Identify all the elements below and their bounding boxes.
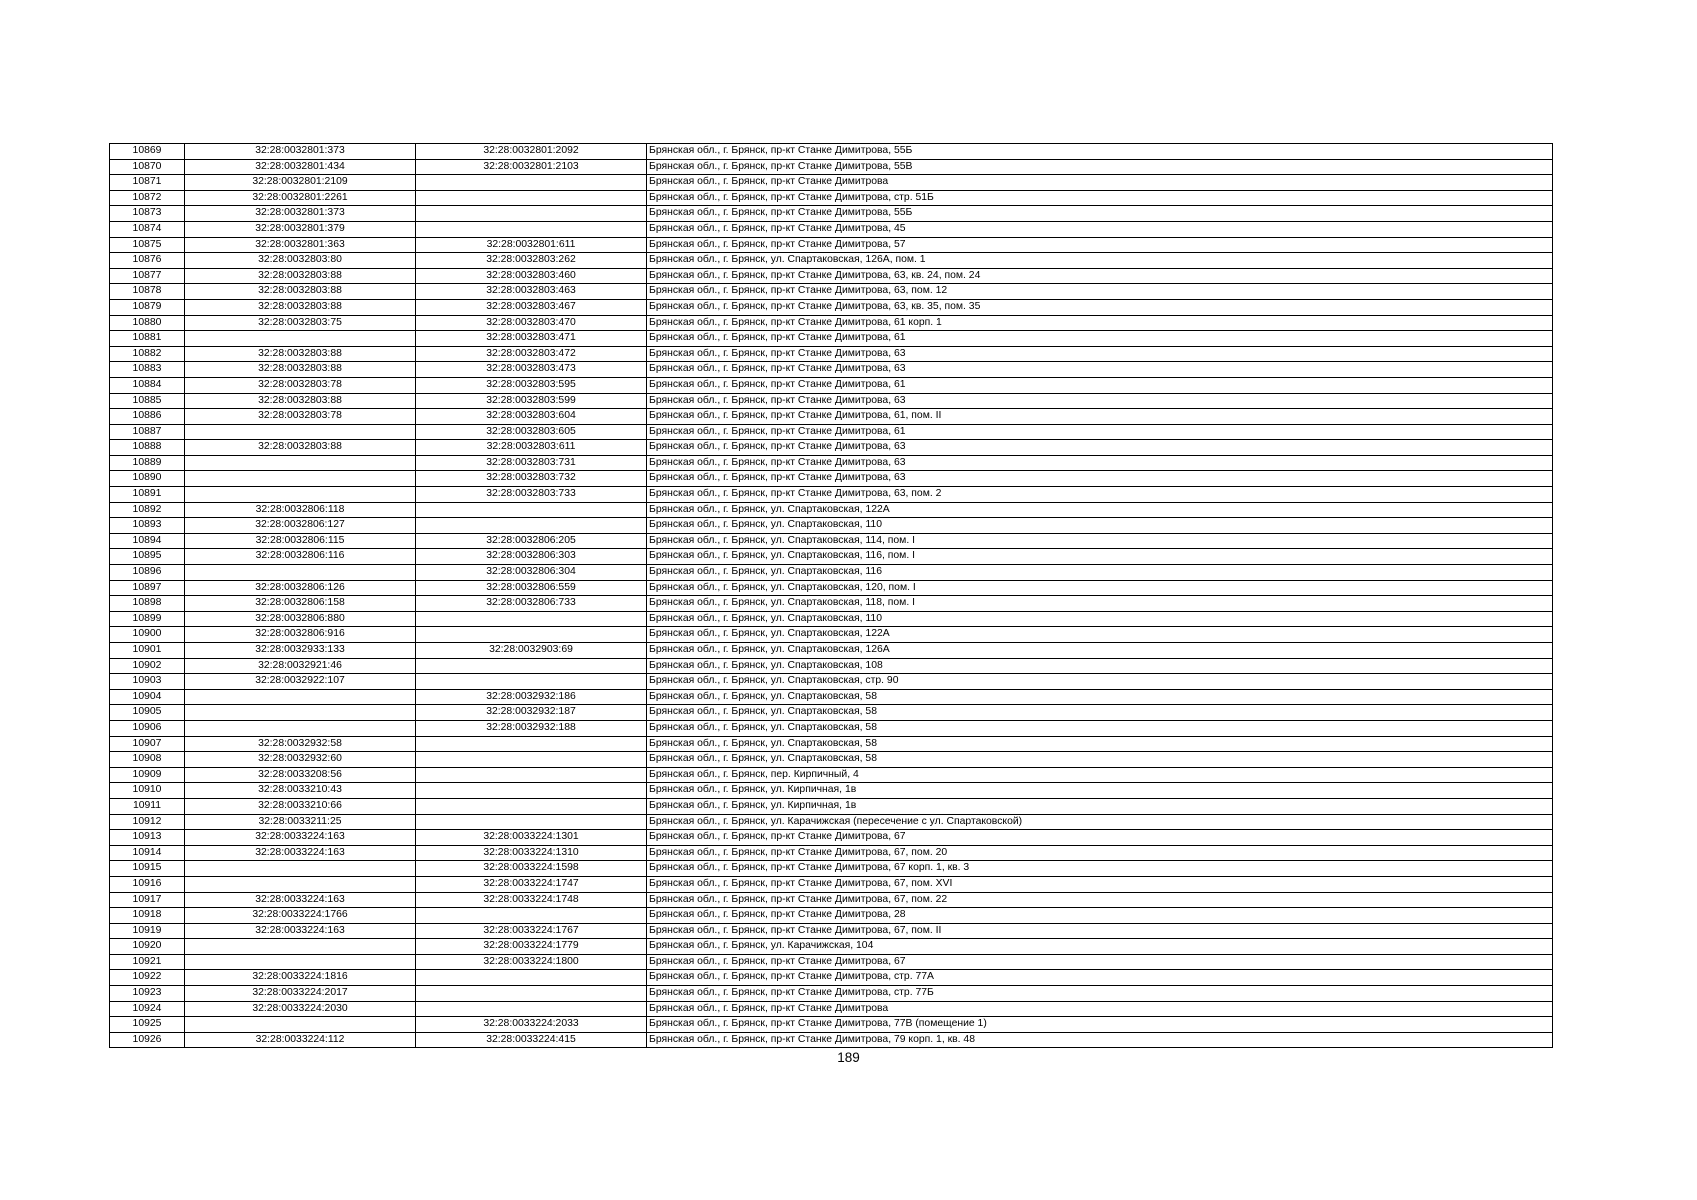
row-number-cell: 10913 [110,830,185,846]
row-number-cell: 10896 [110,565,185,581]
address-cell: Брянская обл., г. Брянск, пр-кт Станке Димитрова, 61 [647,424,1553,440]
address-cell: Брянская обл., г. Брянск, ул. Кирпичная, 1в [647,783,1553,799]
land-cadastral-number-cell: 32:28:0032801:363 [185,237,416,253]
land-cadastral-number-cell: 32:28:0032801:373 [185,144,416,160]
row-number-cell: 10910 [110,783,185,799]
table-row [110,502,1553,518]
object-cadastral-number-cell: 32:28:0032932:187 [416,705,647,721]
object-cadastral-number-cell: 32:28:0032803:472 [416,346,647,362]
table-row [110,892,1553,908]
address-cell: Брянская обл., г. Брянск, пр-кт Станке Димитрова, 63, кв. 35, пом. 35 [647,299,1553,315]
row-number-cell: 10895 [110,549,185,565]
row-number-cell: 10881 [110,331,185,347]
object-cadastral-number-cell [416,518,647,534]
object-cadastral-number-cell: 32:28:0032801:2092 [416,144,647,160]
object-cadastral-number-cell [416,736,647,752]
row-number-cell: 10870 [110,159,185,175]
table-row [110,643,1553,659]
row-number-cell: 10885 [110,393,185,409]
land-cadastral-number-cell [185,705,416,721]
land-cadastral-number-cell: 32:28:0032801:434 [185,159,416,175]
table-row [110,440,1553,456]
table-row [110,409,1553,425]
table-row [110,331,1553,347]
address-cell: Брянская обл., г. Брянск, пр-кт Станке Димитрова, 55Б [647,144,1553,160]
object-cadastral-number-cell [416,814,647,830]
table-row [110,284,1553,300]
row-number-cell: 10897 [110,580,185,596]
row-number-cell: 10886 [110,409,185,425]
object-cadastral-number-cell: 32:28:0033224:1779 [416,939,647,955]
row-number-cell: 10916 [110,876,185,892]
land-cadastral-number-cell: 32:28:0033208:56 [185,767,416,783]
table-row [110,689,1553,705]
row-number-cell: 10921 [110,954,185,970]
land-cadastral-number-cell: 32:28:0032806:158 [185,596,416,612]
table-row [110,923,1553,939]
row-number-cell: 10915 [110,861,185,877]
address-cell: Брянская обл., г. Брянск, пр-кт Станке Димитрова, 67, пом. XVI [647,876,1553,892]
address-cell: Брянская обл., г. Брянск, пр-кт Станке Димитрова, 63, пом. 12 [647,284,1553,300]
table-row [110,268,1553,284]
address-cell: Брянская обл., г. Брянск, пр-кт Станке Димитрова, 61 [647,377,1553,393]
row-number-cell: 10914 [110,845,185,861]
table-row [110,845,1553,861]
address-cell: Брянская обл., г. Брянск, ул. Спартаковская, 120, пом. I [647,580,1553,596]
row-number-cell: 10917 [110,892,185,908]
address-cell: Брянская обл., г. Брянск, ул. Спартаковская, 114, пом. I [647,533,1553,549]
object-cadastral-number-cell: 32:28:0032803:731 [416,455,647,471]
row-number-cell: 10872 [110,190,185,206]
address-cell: Брянская обл., г. Брянск, ул. Спартаковская, стр. 90 [647,674,1553,690]
table-row [110,720,1553,736]
address-cell: Брянская обл., г. Брянск, пр-кт Станке Димитрова, 63 [647,393,1553,409]
land-cadastral-number-cell [185,471,416,487]
object-cadastral-number-cell: 32:28:0033224:1747 [416,876,647,892]
address-cell: Брянская обл., г. Брянск, ул. Спартаковская, 122А [647,627,1553,643]
object-cadastral-number-cell: 32:28:0033224:2033 [416,1017,647,1033]
object-cadastral-number-cell: 32:28:0032806:733 [416,596,647,612]
row-number-cell: 10919 [110,923,185,939]
land-cadastral-number-cell [185,487,416,503]
table-row [110,159,1553,175]
row-number-cell: 10873 [110,206,185,222]
row-number-cell: 10888 [110,440,185,456]
row-number-cell: 10909 [110,767,185,783]
row-number-cell: 10876 [110,253,185,269]
row-number-cell: 10878 [110,284,185,300]
table-row [110,206,1553,222]
object-cadastral-number-cell [416,783,647,799]
table-body [110,144,1553,1048]
address-cell: Брянская обл., г. Брянск, ул. Карачижская, 104 [647,939,1553,955]
land-cadastral-number-cell: 32:28:0033211:25 [185,814,416,830]
land-cadastral-number-cell: 32:28:0032803:88 [185,299,416,315]
object-cadastral-number-cell [416,970,647,986]
land-cadastral-number-cell: 32:28:0032801:2261 [185,190,416,206]
land-cadastral-number-cell [185,455,416,471]
table-row [110,814,1553,830]
address-cell: Брянская обл., г. Брянск, ул. Спартаковская, 118, пом. I [647,596,1553,612]
row-number-cell: 10907 [110,736,185,752]
row-number-cell: 10923 [110,986,185,1002]
address-cell: Брянская обл., г. Брянск, пр-кт Станке Димитрова [647,1001,1553,1017]
table-row [110,611,1553,627]
land-cadastral-number-cell: 32:28:0033224:163 [185,845,416,861]
table-row [110,767,1553,783]
address-cell: Брянская обл., г. Брянск, пр-кт Станке Димитрова, 63 [647,362,1553,378]
object-cadastral-number-cell: 32:28:0032803:471 [416,331,647,347]
object-cadastral-number-cell: 32:28:0032803:604 [416,409,647,425]
table-row [110,533,1553,549]
address-cell: Брянская обл., г. Брянск, пр-кт Станке Димитрова, 63 [647,440,1553,456]
table-row [110,362,1553,378]
land-cadastral-number-cell: 32:28:0032803:78 [185,409,416,425]
land-cadastral-number-cell [185,689,416,705]
table-row [110,346,1553,362]
object-cadastral-number-cell [416,221,647,237]
table-row [110,674,1553,690]
address-cell: Брянская обл., г. Брянск, пр-кт Станке Димитрова, 57 [647,237,1553,253]
address-cell: Брянская обл., г. Брянск, ул. Спартаковская, 116, пом. I [647,549,1553,565]
land-cadastral-number-cell: 32:28:0032803:88 [185,284,416,300]
object-cadastral-number-cell: 32:28:0032932:186 [416,689,647,705]
land-cadastral-number-cell: 32:28:0032801:379 [185,221,416,237]
land-cadastral-number-cell: 32:28:0033210:66 [185,798,416,814]
table-row [110,1032,1553,1048]
address-cell: Брянская обл., г. Брянск, пр-кт Станке Димитрова, 63 [647,346,1553,362]
object-cadastral-number-cell: 32:28:0032803:611 [416,440,647,456]
row-number-cell: 10891 [110,487,185,503]
table-row [110,876,1553,892]
object-cadastral-number-cell: 32:28:0033224:1748 [416,892,647,908]
address-cell: Брянская обл., г. Брянск, ул. Спартаковская, 58 [647,752,1553,768]
table-row [110,190,1553,206]
land-cadastral-number-cell: 32:28:0032803:88 [185,346,416,362]
table-row [110,986,1553,1002]
table-row [110,424,1553,440]
row-number-cell: 10879 [110,299,185,315]
object-cadastral-number-cell: 32:28:0032803:599 [416,393,647,409]
table-row [110,253,1553,269]
row-number-cell: 10883 [110,362,185,378]
address-cell: Брянская обл., г. Брянск, пр-кт Станке Димитрова, 63, кв. 24, пом. 24 [647,268,1553,284]
address-cell: Брянская обл., г. Брянск, ул. Спартаковская, 110 [647,518,1553,534]
address-cell: Брянская обл., г. Брянск, ул. Спартаковская, 58 [647,736,1553,752]
address-cell: Брянская обл., г. Брянск, пр-кт Станке Димитрова, 61 [647,331,1553,347]
row-number-cell: 10869 [110,144,185,160]
land-cadastral-number-cell: 32:28:0032932:58 [185,736,416,752]
land-cadastral-number-cell: 32:28:0033224:112 [185,1032,416,1048]
row-number-cell: 10903 [110,674,185,690]
row-number-cell: 10882 [110,346,185,362]
table-row [110,596,1553,612]
land-cadastral-number-cell [185,954,416,970]
object-cadastral-number-cell [416,908,647,924]
object-cadastral-number-cell: 32:28:0032803:262 [416,253,647,269]
row-number-cell: 10911 [110,798,185,814]
object-cadastral-number-cell: 32:28:0032806:304 [416,565,647,581]
table-row [110,830,1553,846]
address-cell: Брянская обл., г. Брянск, ул. Спартаковская, 58 [647,720,1553,736]
table-row [110,658,1553,674]
table-row [110,580,1553,596]
address-cell: Брянская обл., г. Брянск, пр-кт Станке Димитрова, 67 [647,830,1553,846]
table-row [110,783,1553,799]
object-cadastral-number-cell: 32:28:0032803:460 [416,268,647,284]
land-cadastral-number-cell [185,876,416,892]
address-cell: Брянская обл., г. Брянск, пр-кт Станке Димитрова, 77В (помещение 1) [647,1017,1553,1033]
object-cadastral-number-cell: 32:28:0032806:303 [416,549,647,565]
land-cadastral-number-cell: 32:28:0032803:88 [185,440,416,456]
row-number-cell: 10871 [110,175,185,191]
object-cadastral-number-cell [416,798,647,814]
object-cadastral-number-cell [416,190,647,206]
land-cadastral-number-cell: 32:28:0032806:118 [185,502,416,518]
address-cell: Брянская обл., г. Брянск, ул. Карачижская (пересечение с ул. Спартаковской) [647,814,1553,830]
object-cadastral-number-cell: 32:28:0032803:467 [416,299,647,315]
land-cadastral-number-cell: 32:28:0032803:75 [185,315,416,331]
row-number-cell: 10918 [110,908,185,924]
land-cadastral-number-cell: 32:28:0033224:163 [185,923,416,939]
address-cell: Брянская обл., г. Брянск, пр-кт Станке Димитрова, 61, пом. II [647,409,1553,425]
land-cadastral-number-cell: 32:28:0032801:373 [185,206,416,222]
object-cadastral-number-cell: 32:28:0032803:463 [416,284,647,300]
land-cadastral-number-cell: 32:28:0032806:127 [185,518,416,534]
address-cell: Брянская обл., г. Брянск, ул. Спартаковская, 58 [647,705,1553,721]
row-number-cell: 10898 [110,596,185,612]
land-cadastral-number-cell: 32:28:0032806:916 [185,627,416,643]
object-cadastral-number-cell: 32:28:0032903:69 [416,643,647,659]
land-cadastral-number-cell [185,565,416,581]
table-row [110,487,1553,503]
row-number-cell: 10922 [110,970,185,986]
object-cadastral-number-cell [416,627,647,643]
table-row [110,175,1553,191]
object-cadastral-number-cell: 32:28:0032803:473 [416,362,647,378]
object-cadastral-number-cell: 32:28:0032803:470 [416,315,647,331]
object-cadastral-number-cell: 32:28:0033224:1800 [416,954,647,970]
land-cadastral-number-cell: 32:28:0032932:60 [185,752,416,768]
page-number: 189 [837,1050,860,1065]
table-row [110,237,1553,253]
address-cell: Брянская обл., г. Брянск, пр-кт Станке Димитрова, стр. 77Б [647,986,1553,1002]
address-cell: Брянская обл., г. Брянск, пр-кт Станке Димитрова, стр. 77А [647,970,1553,986]
row-number-cell: 10880 [110,315,185,331]
row-number-cell: 10889 [110,455,185,471]
object-cadastral-number-cell: 32:28:0033224:415 [416,1032,647,1048]
row-number-cell: 10884 [110,377,185,393]
land-cadastral-number-cell [185,720,416,736]
object-cadastral-number-cell [416,502,647,518]
table-row [110,705,1553,721]
row-number-cell: 10900 [110,627,185,643]
row-number-cell: 10901 [110,643,185,659]
object-cadastral-number-cell [416,206,647,222]
object-cadastral-number-cell [416,752,647,768]
row-number-cell: 10920 [110,939,185,955]
object-cadastral-number-cell: 32:28:0033224:1598 [416,861,647,877]
table-row [110,299,1553,315]
row-number-cell: 10894 [110,533,185,549]
address-cell: Брянская обл., г. Брянск, пр-кт Станке Димитрова, 63 [647,455,1553,471]
address-cell: Брянская обл., г. Брянск, ул. Спартаковская, 126А [647,643,1553,659]
table-row [110,549,1553,565]
address-cell: Брянская обл., г. Брянск, пр-кт Станке Димитрова, 67 [647,954,1553,970]
row-number-cell: 10890 [110,471,185,487]
table-row [110,518,1553,534]
row-number-cell: 10875 [110,237,185,253]
object-cadastral-number-cell: 32:28:0032803:605 [416,424,647,440]
land-cadastral-number-cell [185,424,416,440]
object-cadastral-number-cell: 32:28:0032803:732 [416,471,647,487]
land-cadastral-number-cell: 32:28:0033224:2017 [185,986,416,1002]
object-cadastral-number-cell: 32:28:0033224:1310 [416,845,647,861]
address-cell: Брянская обл., г. Брянск, пер. Кирпичный, 4 [647,767,1553,783]
object-cadastral-number-cell: 32:28:0032806:559 [416,580,647,596]
row-number-cell: 10874 [110,221,185,237]
object-cadastral-number-cell: 32:28:0033224:1301 [416,830,647,846]
address-cell: Брянская обл., г. Брянск, пр-кт Станке Димитрова, 61 корп. 1 [647,315,1553,331]
table-row [110,861,1553,877]
land-cadastral-number-cell: 32:28:0032806:880 [185,611,416,627]
land-cadastral-number-cell: 32:28:0032806:126 [185,580,416,596]
row-number-cell: 10905 [110,705,185,721]
registry-table [109,143,1553,1048]
row-number-cell: 10908 [110,752,185,768]
table-row [110,970,1553,986]
table-row [110,798,1553,814]
address-cell: Брянская обл., г. Брянск, пр-кт Станке Димитрова, 67, пом. II [647,923,1553,939]
table-row [110,455,1553,471]
object-cadastral-number-cell: 32:28:0032932:188 [416,720,647,736]
address-cell: Брянская обл., г. Брянск, пр-кт Станке Димитрова, 28 [647,908,1553,924]
land-cadastral-number-cell: 32:28:0032806:115 [185,533,416,549]
address-cell: Брянская обл., г. Брянск, ул. Спартаковская, 126А, пом. 1 [647,253,1553,269]
address-cell: Брянская обл., г. Брянск, пр-кт Станке Димитрова, 67, пом. 20 [647,845,1553,861]
table-row [110,954,1553,970]
object-cadastral-number-cell: 32:28:0032801:611 [416,237,647,253]
land-cadastral-number-cell: 32:28:0032922:107 [185,674,416,690]
land-cadastral-number-cell: 32:28:0032806:116 [185,549,416,565]
land-cadastral-number-cell: 32:28:0032921:46 [185,658,416,674]
land-cadastral-number-cell: 32:28:0033210:43 [185,783,416,799]
address-cell: Брянская обл., г. Брянск, ул. Спартаковская, 116 [647,565,1553,581]
address-cell: Брянская обл., г. Брянск, пр-кт Станке Димитрова, 67 корп. 1, кв. 3 [647,861,1553,877]
object-cadastral-number-cell [416,175,647,191]
land-cadastral-number-cell: 32:28:0032803:78 [185,377,416,393]
row-number-cell: 10893 [110,518,185,534]
row-number-cell: 10924 [110,1001,185,1017]
land-cadastral-number-cell [185,939,416,955]
object-cadastral-number-cell [416,611,647,627]
land-cadastral-number-cell: 32:28:0032803:88 [185,393,416,409]
land-cadastral-number-cell [185,861,416,877]
row-number-cell: 10877 [110,268,185,284]
table-row [110,908,1553,924]
land-cadastral-number-cell: 32:28:0033224:1816 [185,970,416,986]
land-cadastral-number-cell: 32:28:0032801:2109 [185,175,416,191]
row-number-cell: 10912 [110,814,185,830]
row-number-cell: 10904 [110,689,185,705]
land-cadastral-number-cell: 32:28:0033224:2030 [185,1001,416,1017]
table-row [110,752,1553,768]
object-cadastral-number-cell: 32:28:0032803:733 [416,487,647,503]
land-cadastral-number-cell: 32:28:0033224:163 [185,830,416,846]
object-cadastral-number-cell [416,658,647,674]
table-row [110,1001,1553,1017]
table-row [110,315,1553,331]
object-cadastral-number-cell: 32:28:0032803:595 [416,377,647,393]
address-cell: Брянская обл., г. Брянск, пр-кт Станке Димитрова, 79 корп. 1, кв. 48 [647,1032,1553,1048]
land-cadastral-number-cell [185,1017,416,1033]
address-cell: Брянская обл., г. Брянск, пр-кт Станке Димитрова, 45 [647,221,1553,237]
table-row [110,736,1553,752]
table-row [110,377,1553,393]
table-row [110,627,1553,643]
object-cadastral-number-cell: 32:28:0032806:205 [416,533,647,549]
address-cell: Брянская обл., г. Брянск, пр-кт Станке Димитрова, 63, пом. 2 [647,487,1553,503]
land-cadastral-number-cell: 32:28:0033224:163 [185,892,416,908]
address-cell: Брянская обл., г. Брянск, ул. Спартаковская, 58 [647,689,1553,705]
address-cell: Брянская обл., г. Брянск, ул. Спартаковская, 108 [647,658,1553,674]
table-row [110,221,1553,237]
object-cadastral-number-cell [416,1001,647,1017]
table-row [110,393,1553,409]
object-cadastral-number-cell [416,986,647,1002]
object-cadastral-number-cell [416,674,647,690]
address-cell: Брянская обл., г. Брянск, пр-кт Станке Димитрова, 67, пом. 22 [647,892,1553,908]
object-cadastral-number-cell: 32:28:0032801:2103 [416,159,647,175]
address-cell: Брянская обл., г. Брянск, пр-кт Станке Димитрова, стр. 51Б [647,190,1553,206]
object-cadastral-number-cell: 32:28:0033224:1767 [416,923,647,939]
row-number-cell: 10925 [110,1017,185,1033]
row-number-cell: 10902 [110,658,185,674]
address-cell: Брянская обл., г. Брянск, пр-кт Станке Димитрова, 63 [647,471,1553,487]
table-row [110,1017,1553,1033]
land-cadastral-number-cell: 32:28:0032803:80 [185,253,416,269]
row-number-cell: 10887 [110,424,185,440]
address-cell: Брянская обл., г. Брянск, пр-кт Станке Димитрова, 55Б [647,206,1553,222]
row-number-cell: 10899 [110,611,185,627]
address-cell: Брянская обл., г. Брянск, пр-кт Станке Димитрова [647,175,1553,191]
address-cell: Брянская обл., г. Брянск, пр-кт Станке Димитрова, 55В [647,159,1553,175]
address-cell: Брянская обл., г. Брянск, ул. Спартаковская, 122А [647,502,1553,518]
table-row [110,144,1553,160]
land-cadastral-number-cell: 32:28:0032803:88 [185,362,416,378]
row-number-cell: 10892 [110,502,185,518]
table-row [110,565,1553,581]
table-row [110,471,1553,487]
land-cadastral-number-cell: 32:28:0032803:88 [185,268,416,284]
object-cadastral-number-cell [416,767,647,783]
row-number-cell: 10906 [110,720,185,736]
row-number-cell: 10926 [110,1032,185,1048]
land-cadastral-number-cell: 32:28:0033224:1766 [185,908,416,924]
land-cadastral-number-cell [185,331,416,347]
land-cadastral-number-cell: 32:28:0032933:133 [185,643,416,659]
address-cell: Брянская обл., г. Брянск, ул. Спартаковская, 110 [647,611,1553,627]
table-row [110,939,1553,955]
address-cell: Брянская обл., г. Брянск, ул. Кирпичная, 1в [647,798,1553,814]
